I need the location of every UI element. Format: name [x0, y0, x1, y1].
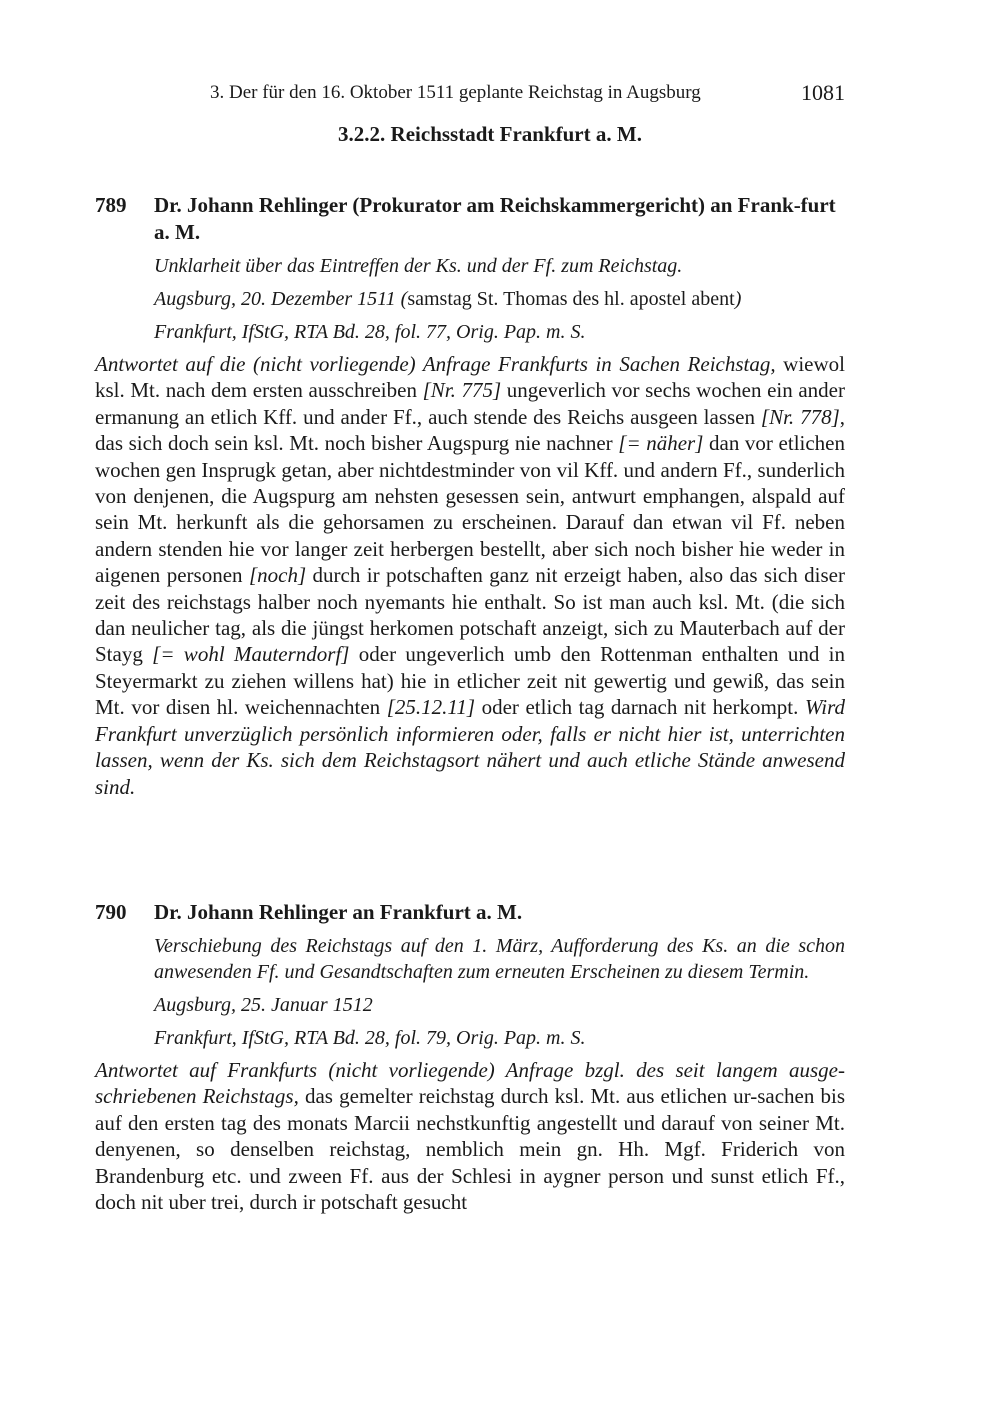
editorial-text: [= näher]	[618, 431, 704, 456]
editorial-text: Antwortet auf die (nicht vorliegende) Anfrage Frankfurts in Sachen Reichstag,	[95, 352, 776, 376]
entry-number: 789	[95, 193, 127, 217]
source-text: durch ir potschaften ganz nit erzeigt haben, also das sich diser zeit des reichstags halber noch nyemants hie enthalt. So ist man auch ksl. Mt. (die sich dan neulicher tag, als die jüngst herkomen potschaft anzeigt, sich zu Mauterbach auf der Stayg	[95, 563, 845, 667]
running-title: 3. Der für den 16. Oktober 1511 geplante Reichstag in Augsburg	[210, 82, 701, 103]
date-close: )	[734, 288, 742, 310]
entry-title: Dr. Johann Rehlinger an Frankfurt a. M.	[154, 900, 523, 924]
editorial-text: [25.12.11]	[386, 695, 476, 720]
entry-heading	[95, 192, 845, 246]
source-text: dan vor etlichen wochen gen Insprugk getan, aber nichtdestminder von vil Kff. und andern Ff., sunderlich von denjenen, die Augspurg am nehsten gesessen sein, antwurt emphangen, alspald auf sein Mt. herkunft als die gehorsamen zu erscheinen. Darauf dan etwan vil Ff. neben andern stenden hie vor langer zeit herbergen bestellt, aber sich noch bisher hie weder in aigenen personen	[95, 431, 846, 588]
document-entry-790	[95, 899, 845, 1215]
source-text: , das sich doch sein ksl. Mt. noch bisher Augspurg nie nachner	[95, 404, 845, 456]
editorial-text: [= wohl Mauterndorf]	[152, 642, 350, 667]
source-text: oder etlich tag darnach nit herkompt.	[475, 695, 805, 720]
document-entry-789	[95, 192, 845, 800]
entry-summary: Unklarheit über das Eintreffen der Ks. und der Ff. zum Reichstag.	[154, 255, 683, 277]
editorial-text: Wird Frankfurt unverzüglich persönlich informieren oder, falls er nicht hier ist, unterrichten lassen, wenn der Ks. sich dem Reichstagsort nähert und auch etliche Stände anwesend sind.	[95, 695, 845, 799]
editorial-text: [noch]	[248, 563, 307, 588]
entry-heading	[95, 899, 845, 926]
page-number: 1081	[801, 80, 845, 105]
date-original: samstag St. Thomas des hl. apostel abent	[407, 288, 735, 310]
source-text: ungeverlich vor sechs wochen ein ander ermanung an etlich Kff. und ander Ff., auch stende des Reichs ausgeen lassen	[95, 378, 845, 429]
entry-body	[95, 351, 845, 800]
entry-source: Frankfurt, IfStG, RTA Bd. 28, fol. 79, Orig. Pap. m. S.	[154, 1027, 586, 1049]
entry-summary: Verschiebung des Reichstags auf den 1. März, Aufforderung des Ks. an die schon anwesenden Ff. und Gesandtschaften zum erneuten Erscheinen zu diesem Termin.	[154, 935, 845, 983]
running-header	[95, 80, 845, 110]
entry-number: 790	[95, 900, 127, 924]
source-text: wiewol ksl. Mt. nach dem ersten ausschreiben	[95, 352, 845, 403]
date-place: Augsburg, 20. Dezember 1511 (	[154, 288, 408, 310]
entry-date: Augsburg, 25. Januar 1512	[154, 994, 373, 1016]
entry-date	[154, 286, 845, 312]
entry-title: Dr. Johann Rehlinger (Prokurator am Reichskammergericht) an Frank-furt a. M.	[154, 193, 836, 244]
section-heading: 3.2.2. Reichsstadt Frankfurt a. M.	[338, 122, 642, 146]
editorial-text: [Nr. 775]	[422, 378, 502, 403]
editorial-text: [Nr. 778]	[760, 404, 840, 429]
source-text: das gemelter reichstag durch ksl. Mt. aus etlichen ur-sachen bis auf den ersten tag des monats Marcii nechstkunftig angestellt und darauf von seiner Mt. denyenen, so denselben reichstag, nemblich mein gn. Hh. Mgf. Friderich von Brandenburg etc. und zween Ff. aus der Schlesi in aygner person und sunst etlich Ff., doch nit uber trei, durch ir potschaft gesucht	[95, 1084, 845, 1215]
editorial-text: Antwortet auf Frankfurts (nicht vorliegende) Anfrage bzgl. des seit langem ausge-schriebenen Reichstags,	[95, 1058, 845, 1109]
entry-source: Frankfurt, IfStG, RTA Bd. 28, fol. 77, Orig. Pap. m. S.	[154, 321, 586, 343]
source-text: oder ungeverlich umb den Rottenman enthalten und in Steyermarkt zu ziehen willens hat) hie in etlicher zeit nit gewertig und gewiß, das sein Mt. vor disen hl. weichennachten	[95, 642, 846, 720]
entry-body	[95, 1057, 845, 1215]
